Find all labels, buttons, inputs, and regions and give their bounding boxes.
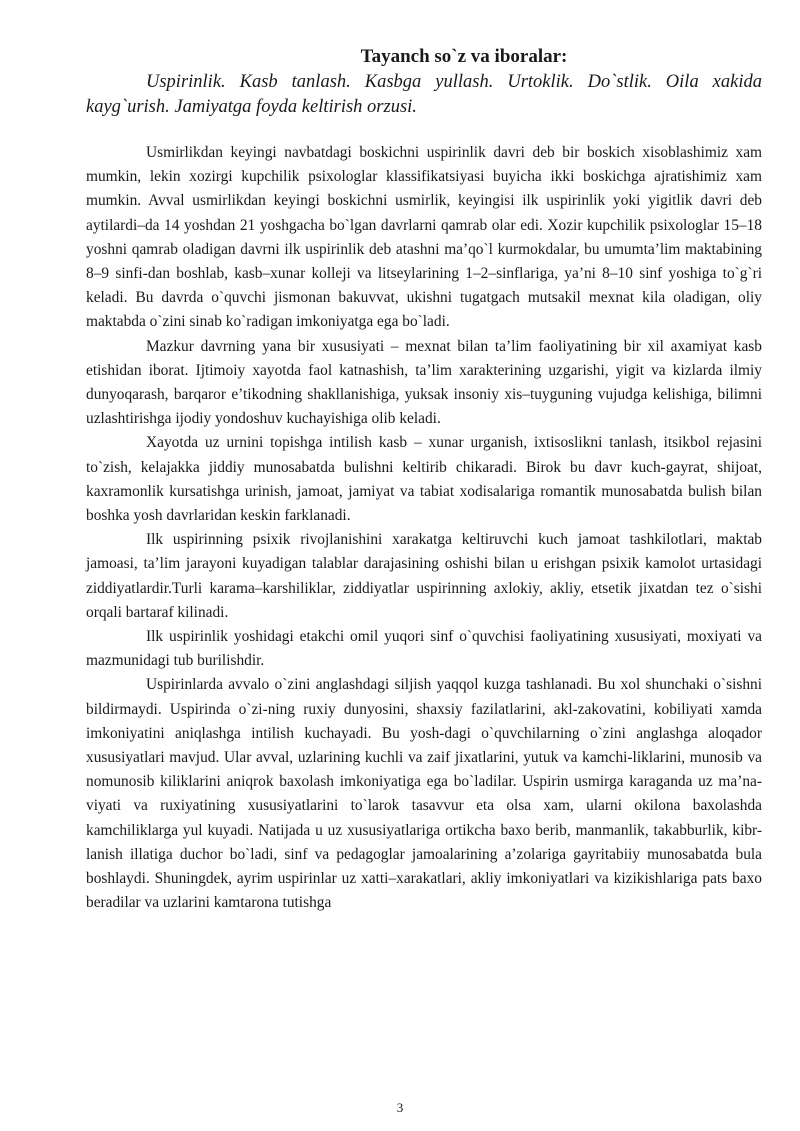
paragraph: Mazkur davrning yana bir xususiyati – mexnat bilan ta’lim faoliyatining bir xil axamiyat kasb etishidan iborat. Ijtimoiy xayotda faol katnashish, ta’lim xarakterining uzgarishi, yigit va kizlarda ilmiy dunyoqarash, barqaror e’tikodning shakllanishiga, yuksak insoniy xis–tuyguning vujudga kelishiga, bilimni uzlashtirishga ijodiy yondoshuv kuchayishiga olib keladi. (86, 337, 762, 428)
paragraph: Usmirlikdan keyingi navbatdagi boskichni uspirinlik davri deb bir boskich xisoblashimiz xam mumkin, lekin xozirgi kupchilik psixologlar klassifikatsiyasi buyicha ikki boskichga ajratishimiz xam mumkin. Avval usmirlikdan keyingi boskichni usmirlik, keyingisi ilk uspirinlik yoki yigitlik davri deb aytilardi–da 14 yoshdan 21 yoshgacha bo`lgan davrlarni qamrab olar edi. Xozir kupchilik psixologlar 15–18 yoshni qamrab oladigan davrni ilk uspirinlik deb atashni ma’qo`l kurmokdalar, bu umumta’lim maktabining 8–9 sinfi-dan boshlab, kasb–xunar kolleji va litseylarining 1–2–sinflariga, ya’ni 8–10 sinf yoshiga to`g`ri keladi. Bu davrda o`quvchi jismonan bakuvvat, ukishni tugatgach mutsakil mexnat kila oladigan, oliy maktabda o`zini sinab ko`radigan imkoniyatga ega bo`ladi. (86, 144, 762, 331)
paragraph: Xayotda uz urnini topishga intilish kasb – xunar urganish, ixtisoslikni tanlash, itsikbol rejasini to`zish, kelajakka jiddiy munosabatda bulishni keltirib chikaradi. Birok bu davr kuch-gayrat, shijoat, kaxramonlik kursatishga urinish, jamoat, jamiyat va tabiat xodisalariga romantik munosabatda bulish bilan boshka yosh davrlaridan keskin farklanadi. (86, 434, 762, 525)
paragraph: Uspirinlarda avvalo o`zini anglashdagi siljish yaqqol kuzga tashlanadi. Bu xol shunchaki o`sishni bildirmaydi. Uspirinda o`zi-ning ruxiy dunyosini, shaxsiy fazilatlarini, akl-zakovatini, kobiliyati xamda imkoniyatini aniqlashga intilish kuchayadi. Bu yosh-dagi o`quvchilarning o`zini anglashga aloqador xususiyatlari mavjud. Ular avval, uzlarining kuchli va zaif jixatlarini, yutuk va kamchi-liklarini, munosib va nomunosib kiliklarini aniqrok baxolash imkoniyatiga ega bo`ladilar. Uspirin usmirga karaganda uz ma’na-viyati va ruxiyatining xususiyatlarini to`larok tasavvur eta olsa xam, ularni okilona baxolashda kamchiliklarga yul kuyadi. Natijada u uz xususiyatlariga ortikcha baxo berib, manmanlik, takabburlik, kibr-lanish illatiga duchor bo`ladi, sinf va pedagoglar jamoalarining a’zolariga gayritabiiy munosabatda bula boshlaydi. Shuningdek, ayrim uspirinlar uz xatti–xarakatlari, akliy imkoniyatlari va kizikishlariga pats baxo beradilar va uzlarini kamtarona tutishga (86, 676, 762, 912)
keywords-line: Uspirinlik. Kasb tanlash. Kasbga yullash. Urtoklik. Do`stlik. Oila xakida kayg`urish. Jamiyatga foyda keltirish orzusi. (86, 72, 762, 117)
body-text (86, 141, 762, 916)
paragraph: Ilk uspirinlik yoshidagi etakchi omil yuqori sinf o`quvchisi faoliyatining xususiyati, moxiyati va mazmunidagi tub burilishdir. (86, 628, 762, 670)
section-heading: Tayanch so`z va iboralar: (360, 46, 568, 67)
paragraph: Ilk uspirinning psixik rivojlanishini xarakatga keltiruvchi kuch jamoat tashkilotlari, maktab jamoasi, ta’lim jarayoni kuyadigan talablar darajasining oshishi bilan u erishgan psixik kamolot urtasidagi ziddiyatlardir.Turli karama–karshiliklar, ziddiyatlar uspirinning axlokiy, akliy, etsetik jixatdan tez o`sishi orqali bartaraf kilinadi. (86, 531, 762, 621)
document-page (86, 44, 762, 916)
page-number: 3 (396, 1100, 404, 1115)
